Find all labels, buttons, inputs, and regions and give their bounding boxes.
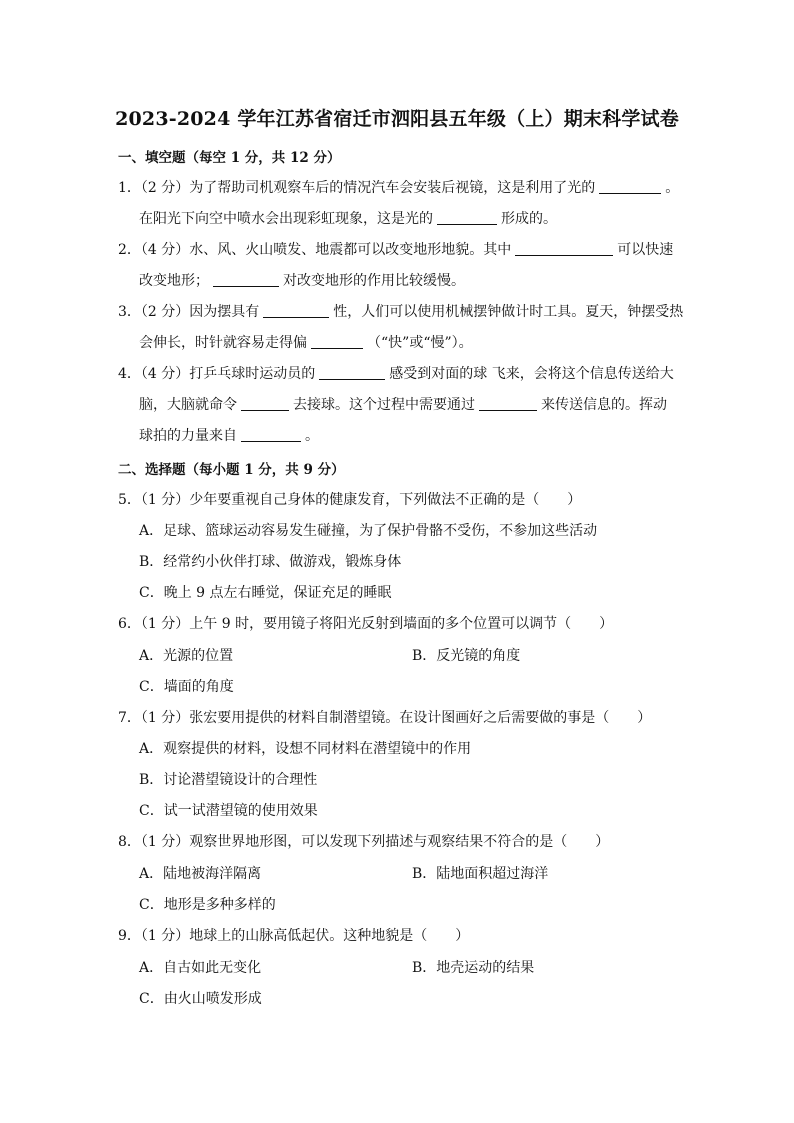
answer-blank[interactable] xyxy=(241,396,289,411)
answer-blank[interactable] xyxy=(515,241,613,256)
question-3-line-1 xyxy=(118,301,683,321)
answer-blank[interactable] xyxy=(213,272,279,287)
option-c[interactable]: C．墙面的角度 xyxy=(139,679,234,695)
answer-blank[interactable] xyxy=(437,210,497,225)
answer-blank[interactable] xyxy=(599,179,661,194)
question-2-line-1 xyxy=(118,239,673,259)
option-a[interactable]: A．自古如此无变化 xyxy=(139,960,262,976)
question-text: 对改变地形的作用比较缓慢。 xyxy=(283,273,465,289)
option-b[interactable]: B．经常约小伙伴打球、做游戏，锻炼身体 xyxy=(139,554,402,570)
question-1-line-2 xyxy=(139,208,557,228)
option-c[interactable]: C．地形是多种多样的 xyxy=(139,897,276,913)
question-text: 在阳光下向空中喷水会出现彩虹现象，这是光的 xyxy=(139,211,433,227)
question-text: 脑，大脑就命令 xyxy=(139,397,237,413)
option-a[interactable]: A．光源的位置 xyxy=(139,648,234,664)
answer-blank[interactable] xyxy=(479,396,537,411)
question-2-line-2 xyxy=(139,270,465,290)
question-4-line-1 xyxy=(118,363,674,383)
question-text: 改变地形； xyxy=(139,273,209,289)
answer-blank[interactable] xyxy=(241,427,301,442)
question-text: 3．（2 分）因为摆具有 xyxy=(118,304,260,320)
option-b[interactable]: B．讨论潜望镜设计的合理性 xyxy=(139,772,318,788)
question-text: 来传送信息的。挥动 xyxy=(541,397,667,413)
option-c[interactable]: C．由火山喷发形成 xyxy=(139,991,262,1007)
option-b[interactable]: B．陆地面积超过海洋 xyxy=(412,866,549,882)
section-heading-multiple-choice: 二、选择题（每小题 1 分，共 9 分） xyxy=(118,462,345,478)
question-5-stem: 5．（1 分）少年要重视自己身体的健康发育，下列做法不正确的是（ ） xyxy=(118,492,582,508)
answer-blank[interactable] xyxy=(263,303,329,318)
question-4-line-3 xyxy=(139,425,319,445)
question-text: （“快”或“慢”）。 xyxy=(367,335,473,351)
question-9-stem: 9．（1 分）地球上的山脉高低起伏。这种地貌是（ ） xyxy=(118,928,470,944)
question-4-line-2 xyxy=(139,394,667,414)
question-text: 。 xyxy=(305,428,319,444)
question-3-line-2 xyxy=(139,332,473,352)
page-title: 2023-2024 学年江苏省宿迁市泗阳县五年级（上）期末科学试卷 xyxy=(115,108,679,130)
option-b[interactable]: B．反光镜的角度 xyxy=(412,648,521,664)
question-text: 4．（4 分）打乒乓球时运动员的 xyxy=(118,366,316,382)
question-6-stem: 6．（1 分）上午 9 时，要用镜子将阳光反射到墙面的多个位置可以调节（ ） xyxy=(118,616,614,632)
question-8-stem: 8．（1 分）观察世界地形图，可以发现下列描述与观察结果不符合的是（ ） xyxy=(118,834,610,850)
question-text: 2．（4 分）水、风、火山喷发、地震都可以改变地形地貌。其中 xyxy=(118,242,512,258)
question-7-stem: 7．（1 分）张宏要用提供的材料自制潜望镜。在设计图画好之后需要做的事是（ ） xyxy=(118,710,652,726)
option-a[interactable]: A．观察提供的材料，设想不同材料在潜望镜中的作用 xyxy=(139,741,472,757)
question-text: 性，人们可以使用机械摆钟做计时工具。夏天，钟摆受热 xyxy=(333,304,684,320)
question-text: 可以快速 xyxy=(617,242,674,258)
question-text: 会伸长，时针就容易走得偏 xyxy=(139,335,307,351)
question-1-line-1 xyxy=(118,177,679,197)
question-text: 。 xyxy=(665,180,680,196)
answer-blank[interactable] xyxy=(311,334,363,349)
option-a[interactable]: A．陆地被海洋隔离 xyxy=(139,866,262,882)
answer-blank[interactable] xyxy=(319,365,385,380)
section-heading-fill-blank: 一、填空题（每空 1 分，共 12 分） xyxy=(118,150,341,166)
question-text: 1．（2 分）为了帮助司机观察车后的情况汽车会安装后视镜，这是利用了光的 xyxy=(118,180,596,196)
option-a[interactable]: A．足球、篮球运动容易发生碰撞，为了保护骨骼不受伤，不参加这些活动 xyxy=(139,523,598,539)
question-text: 球拍的力量来自 xyxy=(139,428,237,444)
question-text: 去接球。这个过程中需要通过 xyxy=(293,397,475,413)
question-text: 感受到对面的球 飞来，会将这个信息传送给大 xyxy=(389,366,674,382)
option-b[interactable]: B．地壳运动的结果 xyxy=(412,960,535,976)
question-text: 形成的。 xyxy=(501,211,557,227)
option-c[interactable]: C．晚上 9 点左右睡觉，保证充足的睡眠 xyxy=(139,585,392,601)
option-c[interactable]: C．试一试潜望镜的使用效果 xyxy=(139,803,318,819)
